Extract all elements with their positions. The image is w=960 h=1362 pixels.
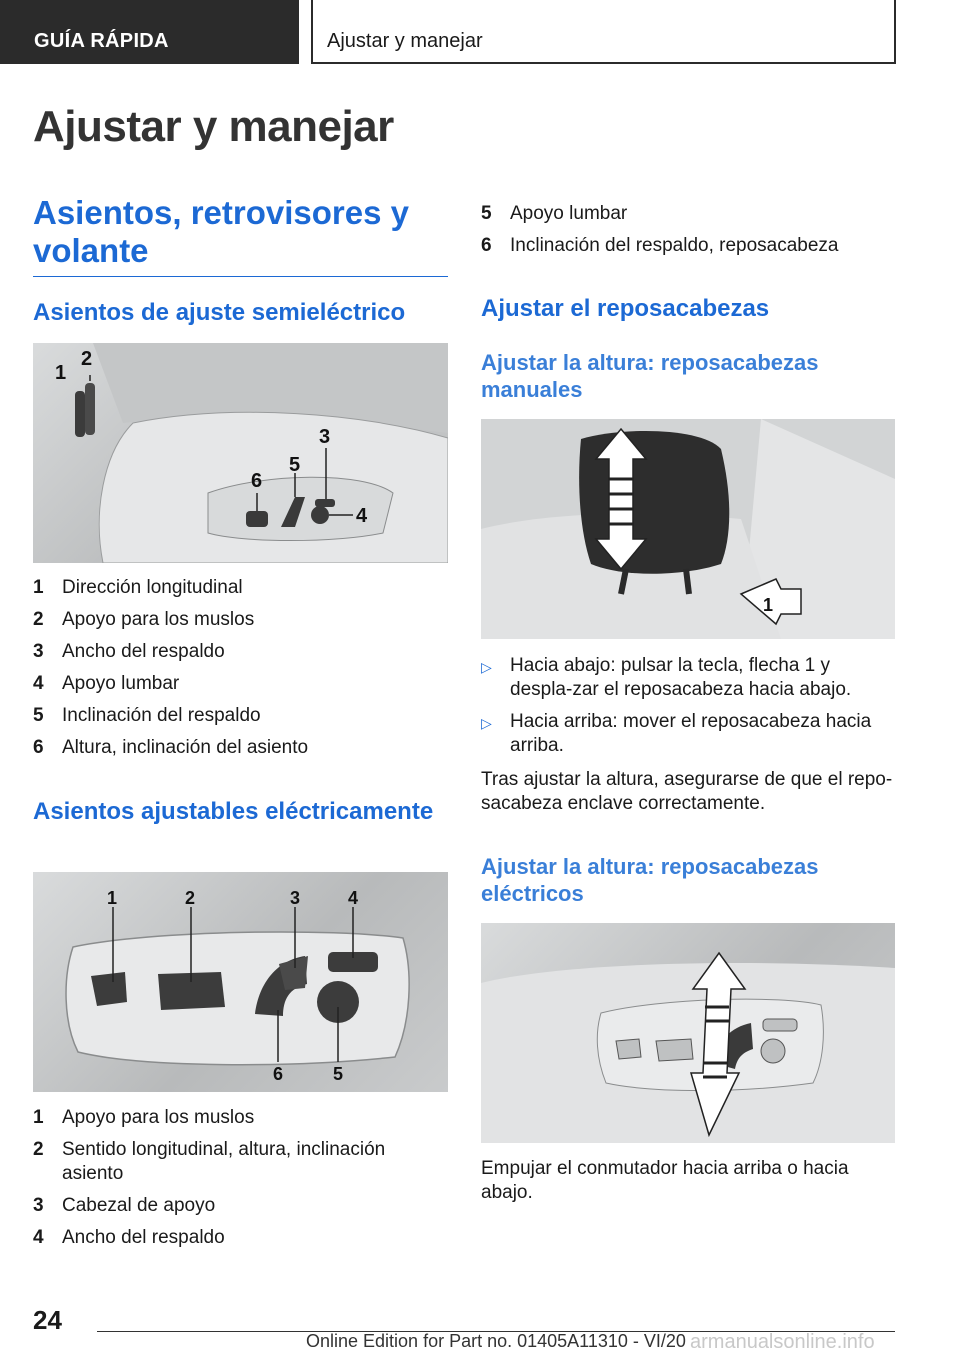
manual-headrest-note: Tras ajustar la altura, asegurarse de que el repo-sacabeza enclave correctamente. [481,769,893,814]
bullet-item [481,710,895,758]
manual-headrest-heading: Ajustar la altura: reposacabezas manuales [481,350,819,402]
callout-3: 3 [290,888,301,908]
list-item-text: Apoyo lumbar [62,673,180,694]
callout-4: 4 [348,888,359,908]
bullet-triangle-icon: ▷ [481,715,492,731]
list-item [33,736,448,760]
bullet-text: Hacia arriba: mover el reposacabeza hacia arriba. [510,711,872,756]
list-item-number: 4 [33,1227,44,1248]
list-item [33,576,448,600]
list-item-number: 1 [33,1107,44,1128]
list-item-text: Sentido longitudinal, altura, inclinación asiento [62,1139,386,1184]
list-item-text: Inclinación del respaldo, reposacabeza [510,235,839,256]
callout-6: 6 [251,470,263,492]
list-item-number: 6 [33,737,44,758]
footer-edition: Online Edition for Part no. 01405A11310 - VI/20 [306,1331,686,1351]
list-item-text: Apoyo para los muslos [62,1107,255,1128]
list-item-text: Ancho del respaldo [62,641,225,662]
header-section-tab [0,0,299,64]
list-item [33,640,448,664]
list-item-text: Inclinación del respaldo [62,705,261,726]
bullet-item [481,654,895,702]
list-item [481,202,895,226]
list-item [33,1138,448,1186]
list-item [33,672,448,696]
header-chapter-tab [311,0,896,64]
list-item-number: 3 [33,641,44,662]
header-chapter-label: Ajustar y manejar [327,30,483,52]
callout-5: 5 [333,1064,344,1084]
electric-headrest-image [481,923,895,1143]
list-item-number: 2 [33,1139,44,1160]
electric-list-continued [481,202,895,266]
section-heading: Asientos, retrovisores y volante [33,194,448,277]
callout-1: 1 [763,595,774,615]
list-item-number: 4 [33,673,44,694]
page-title: Ajustar y manejar [33,102,394,151]
list-item-number: 5 [481,203,492,224]
header-section-label: GUÍA RÁPIDA [34,30,169,52]
page-number: 24 [33,1305,62,1335]
electric-heading: Asientos ajustables eléctricamente [33,798,434,825]
semi-electric-heading: Asientos de ajuste semieléctrico [33,299,406,326]
bullet-text: Hacia abajo: pulsar la tecla, flecha 1 y despla-zar el reposacabeza hacia abajo. [510,655,852,700]
list-item-number: 2 [33,609,44,630]
list-item-text: Cabezal de apoyo [62,1195,216,1216]
list-item [33,1226,448,1250]
manual-headrest-bullets [481,654,895,766]
electric-list [33,1106,448,1258]
list-item [33,1194,448,1218]
manual-headrest-image [481,419,895,639]
list-item-number: 6 [481,235,492,256]
callout-3: 3 [319,426,331,448]
list-item-text: Dirección longitudinal [62,577,243,598]
callout-4: 4 [356,505,368,527]
list-item-text: Apoyo para los muslos [62,609,255,630]
list-item [33,704,448,728]
list-item [33,1106,448,1130]
electric-headrest-text: Empujar el conmutador hacia arriba o hacia abajo. [481,1158,849,1203]
semi-electric-list [33,576,448,768]
list-item [481,234,895,258]
list-item-text: Altura, inclinación del asiento [62,737,309,758]
list-item [33,608,448,632]
callout-2: 2 [81,348,93,370]
semi-electric-seat-image [33,343,448,563]
bullet-triangle-icon: ▷ [481,659,492,675]
callout-5: 5 [289,454,301,476]
list-item-number: 3 [33,1195,44,1216]
electric-headrest-heading: Ajustar la altura: reposacabezas eléctricos [481,854,819,906]
callout-2: 2 [185,888,196,908]
list-item-number: 1 [33,577,44,598]
list-item-text: Ancho del respaldo [62,1227,225,1248]
callout-1: 1 [107,888,118,908]
headrest-heading: Ajustar el reposacabezas [481,295,770,322]
watermark: armanualsonline.info [690,1331,875,1353]
list-item-number: 5 [33,705,44,726]
callout-1: 1 [55,362,67,384]
electric-seat-image [33,872,448,1092]
callout-6: 6 [273,1064,284,1084]
list-item-text: Apoyo lumbar [510,203,628,224]
